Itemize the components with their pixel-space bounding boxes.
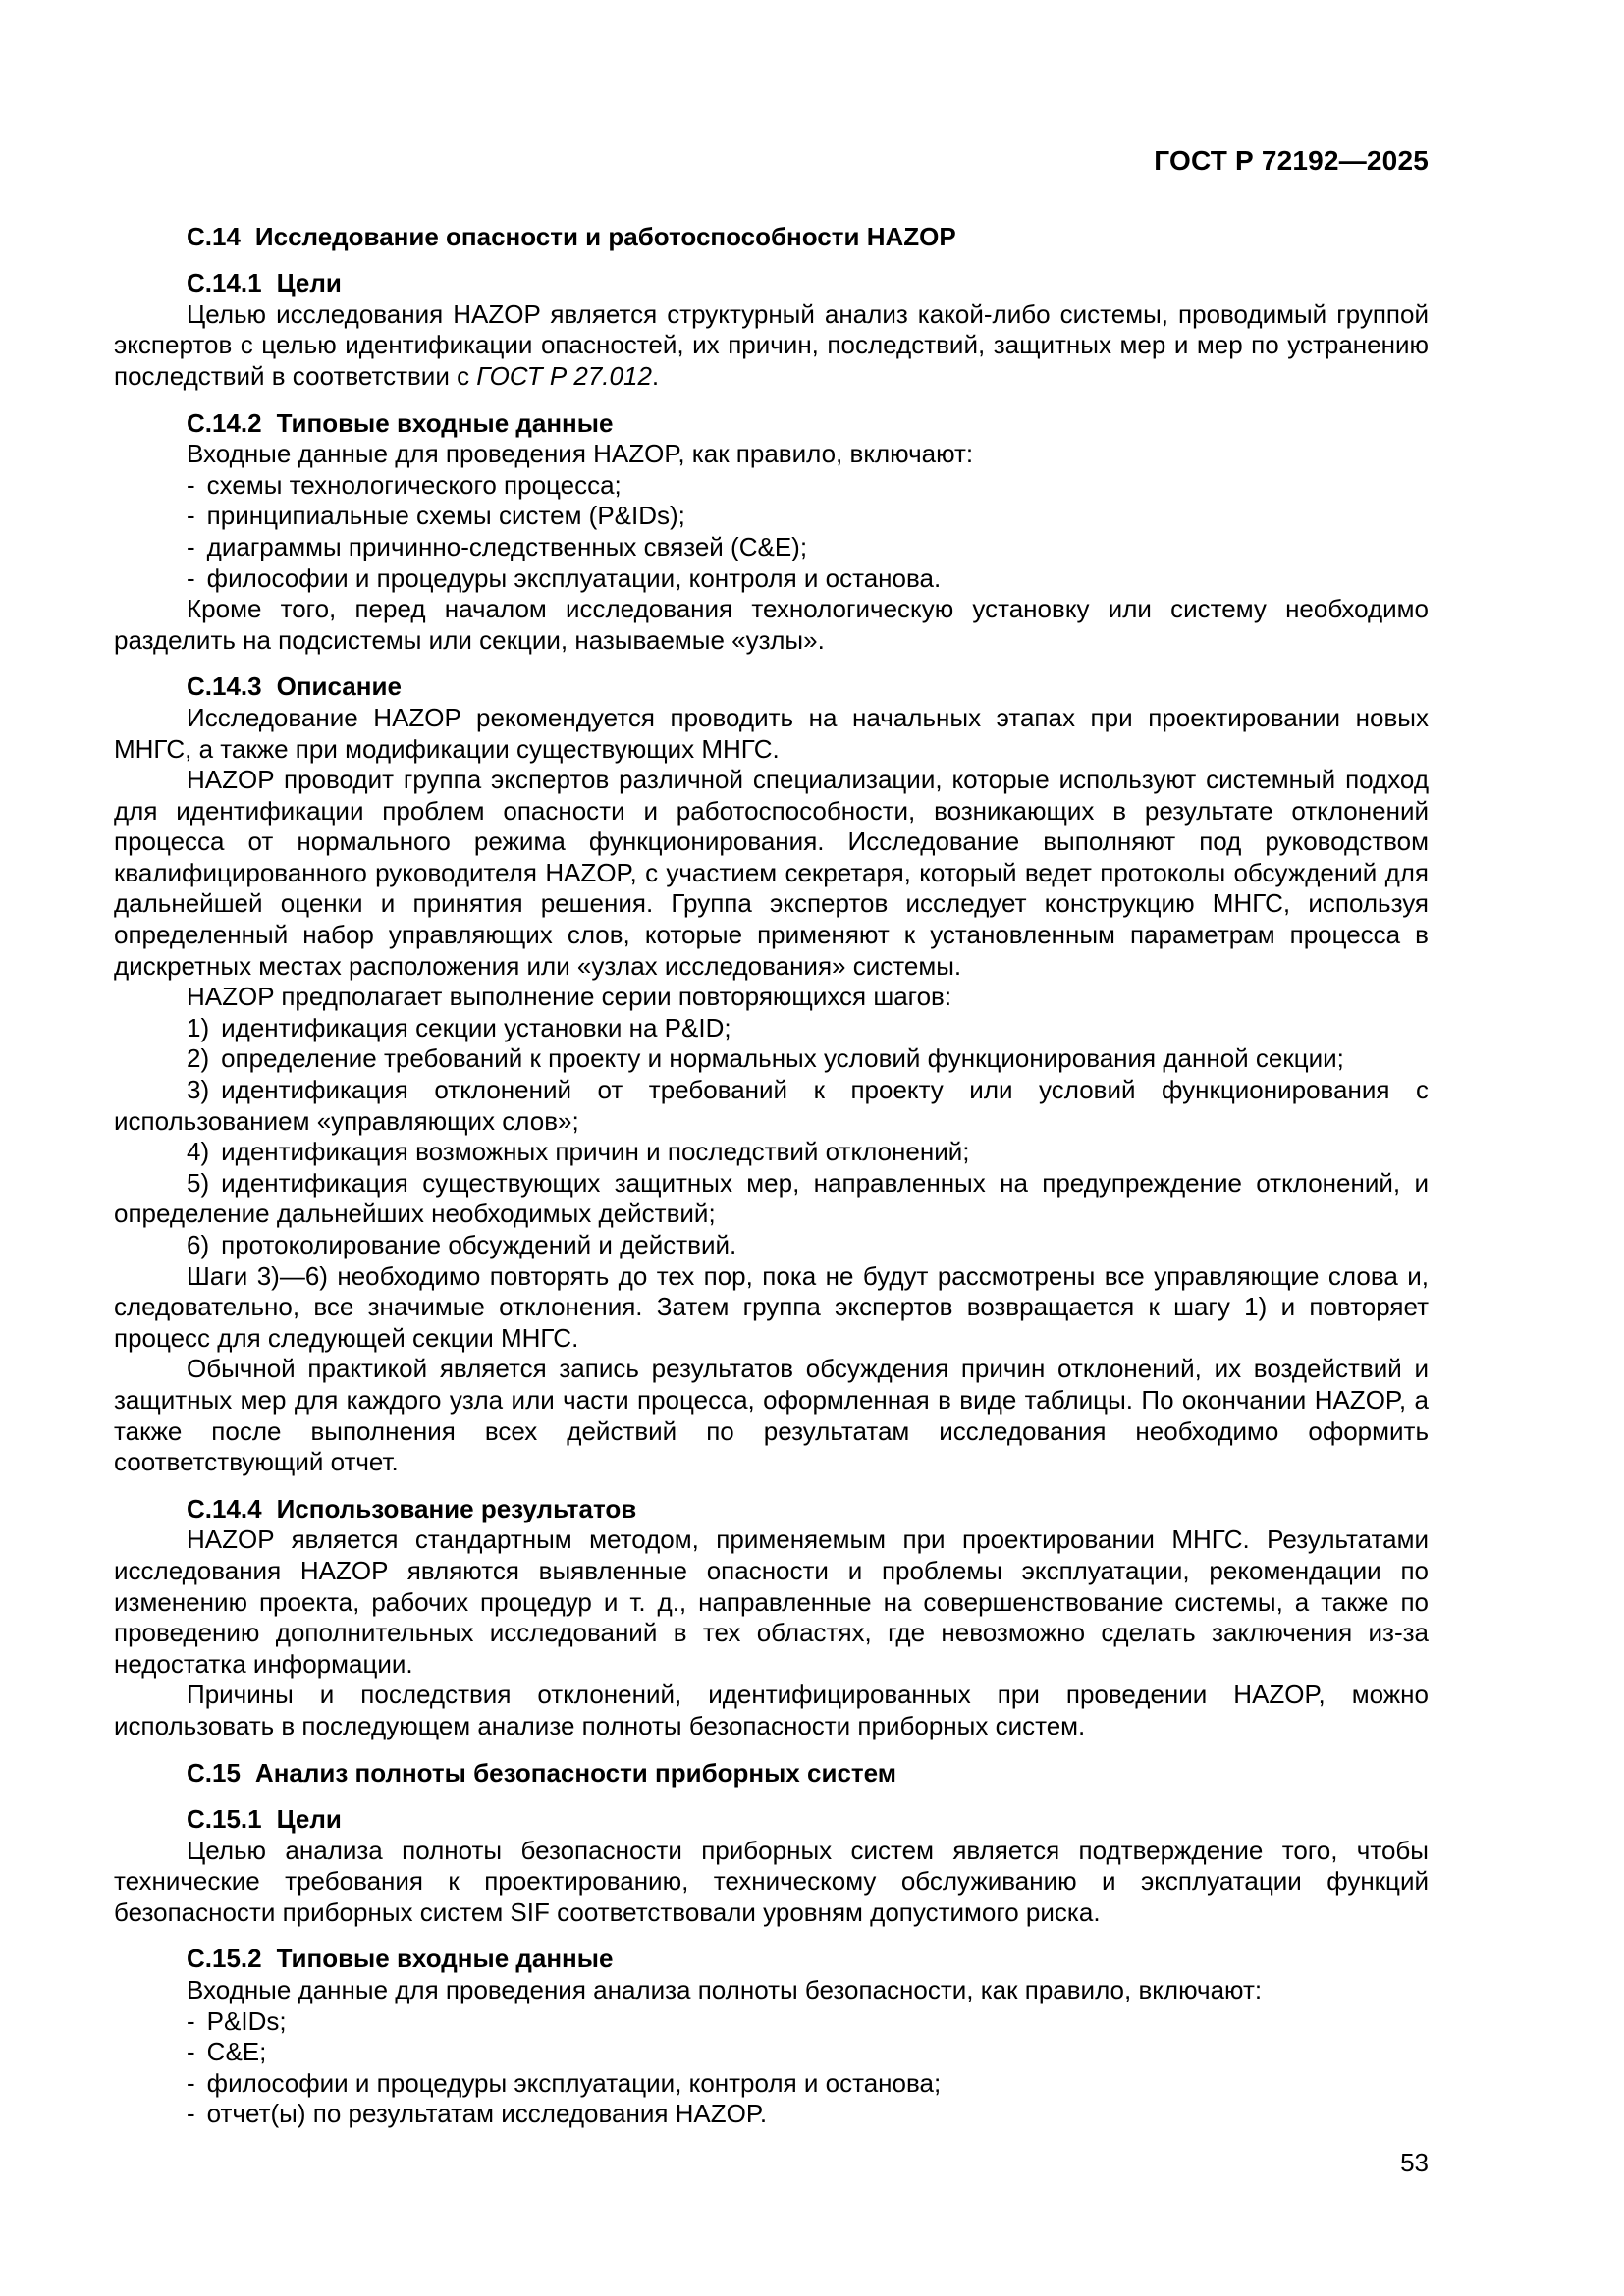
text-run: Исследование HAZOP рекомендуется проводить на начальных этапах при проектировании новых МНГС, а также при модификации существующих МНГС. xyxy=(114,702,1429,764)
text-run: Причины и последствия отклонений, идентифицированных при проведении HAZOP, можно использовать в последующем анализе полноты безопасности приборных систем. xyxy=(114,1680,1429,1740)
text-run: HAZOP предполагает выполнение серии повторяющихся шагов: xyxy=(187,982,952,1012)
heading-title: Цели xyxy=(276,268,342,298)
heading-number: С.14.1 xyxy=(187,268,262,298)
list-item xyxy=(114,2006,1429,2038)
heading-title: Типовые входные данные xyxy=(276,407,614,438)
list-marker: - xyxy=(187,501,195,531)
text-run: принципиальные схемы систем (P&IDs); xyxy=(206,501,685,531)
subsection-heading xyxy=(114,1804,1429,1836)
paragraph xyxy=(114,439,1429,470)
list-item xyxy=(114,470,1429,502)
text-run: философии и процедуры эксплуатации, контроля и останова. xyxy=(206,562,942,593)
running-header: ГОСТ Р 72192—2025 xyxy=(1154,145,1429,176)
subsection-heading xyxy=(114,1944,1429,1975)
text-run: Шаги 3)—6) необходимо повторять до тех пор, пока не будут рассмотрены все управляющие слова и, следовательно, все значимые отклонения. Затем группа экспертов возвращается к шагу 1) и повторяет процесс для следующей секции МНГС. xyxy=(114,1260,1429,1353)
paragraph xyxy=(114,982,1429,1013)
paragraph xyxy=(114,1975,1429,2006)
text-run: определение требований к проекту и нормальных условий функционирования данной секции; xyxy=(221,1043,1344,1074)
paragraph xyxy=(114,594,1429,656)
section-heading xyxy=(114,1758,1429,1789)
heading-title: Цели xyxy=(276,1804,342,1835)
list-item xyxy=(114,1013,1429,1044)
text-run: . xyxy=(651,360,660,391)
document-body xyxy=(114,222,1429,2130)
text-run: отчет(ы) по результатам исследования HAZOP. xyxy=(206,2099,768,2129)
list-item xyxy=(114,1043,1429,1075)
heading-title: Описание xyxy=(276,671,402,702)
list-marker: - xyxy=(187,2067,195,2098)
list-item xyxy=(114,1168,1429,1230)
list-marker: 1) xyxy=(187,1012,210,1042)
text-run: Кроме того, перед началом исследования технологическую установку или систему необходимо разделить на подсистемы или секции, называемые «узлы». xyxy=(114,594,1429,655)
list-marker: 6) xyxy=(187,1230,210,1259)
text-run: P&IDs; xyxy=(206,2005,287,2036)
heading-number: С.15.2 xyxy=(187,1944,262,1974)
list-marker: 5) xyxy=(187,1167,210,1198)
text-run: протоколирование обсуждений и действий. xyxy=(221,1230,737,1259)
heading-number: С.15 xyxy=(187,1757,241,1788)
list-item xyxy=(114,2068,1429,2100)
list-item xyxy=(114,532,1429,563)
subsection-heading xyxy=(114,268,1429,299)
subsection-heading xyxy=(114,671,1429,703)
paragraph xyxy=(114,765,1429,982)
text-run: Целью исследования HAZOP является структурный анализ какой-либо системы, проводимый группой экспертов с целью идентификации опасностей, их причин, последствий, защитных мер и мер по устранению последствий в соответствии с xyxy=(114,298,1429,391)
section-heading xyxy=(114,222,1429,253)
subsection-heading xyxy=(114,1494,1429,1525)
text-run: HAZOP является стандартным методом, применяемым при проектировании МНГС. Результатами исследования HAZOP являются выявленные опасности и проблемы эксплуатации, рекомендации по изменению проекта, рабочих процедур и т. д., направленные на совершенствование системы, а также по проведению дополнительных исследований в тех областях, где невозможно сделать заключения из-за недостатка информации. xyxy=(114,1524,1429,1679)
heading-number: С.14.4 xyxy=(187,1493,262,1523)
paragraph xyxy=(114,1524,1429,1680)
heading-title: Типовые входные данные xyxy=(276,1944,614,1974)
heading-title: Анализ полноты безопасности приборных систем xyxy=(254,1757,896,1788)
italic-reference: ГОСТ Р 27.012 xyxy=(476,360,652,391)
heading-number: С.14.3 xyxy=(187,671,262,702)
text-run: Входные данные для проведения HAZOP, как правило, включают: xyxy=(187,439,974,469)
list-marker: - xyxy=(187,2005,195,2036)
text-run: схемы технологического процесса; xyxy=(206,469,622,500)
subsection-heading xyxy=(114,408,1429,440)
list-item xyxy=(114,563,1429,595)
text-run: идентификация возможных причин и последствий отклонений; xyxy=(221,1137,970,1167)
paragraph xyxy=(114,1261,1429,1355)
list-marker: 2) xyxy=(187,1043,210,1074)
text-run: философии и процедуры эксплуатации, контроля и останова; xyxy=(206,2067,942,2098)
heading-number: С.14.2 xyxy=(187,407,262,438)
list-marker: - xyxy=(187,531,195,561)
heading-title: Исследование опасности и работоспособности HAZOP xyxy=(254,221,956,251)
heading-title: Использование результатов xyxy=(276,1493,637,1523)
list-item xyxy=(114,2099,1429,2130)
page-number: 53 xyxy=(1400,2148,1429,2178)
list-marker: - xyxy=(187,562,195,593)
list-marker: 4) xyxy=(187,1137,210,1167)
text-run: идентификация секции установки на P&ID; xyxy=(221,1012,731,1042)
text-run: Целью анализа полноты безопасности приборных систем является подтверждение того, чтобы технические требования к проектированию, техническому обслуживанию и эксплуатации функций безопасности приборных систем SIF соответствовали уровням допустимого риска. xyxy=(114,1835,1429,1927)
paragraph xyxy=(114,1354,1429,1477)
text-run: идентификация существующих защитных мер, направленных на предупреждение отклонений, и определение дальнейших необходимых действий; xyxy=(114,1167,1429,1229)
list-item xyxy=(114,1230,1429,1261)
text-run: HAZOP проводит группа экспертов различной специализации, которые используют системный подход для идентификации проблем опасности и работоспособности, возникающих в результате отклонений процесса от нормального режима функционирования. Исследование выполняют под руководством квалифицированного руководителя HAZOP, с участием секретаря, который ведет протоколы обсуждений для дальнейшей оценки и принятия решения. Группа экспертов исследует конструкцию МНГС, используя определенный набор управляющих слов, которые применяют к установленным параметрам процесса в дискретных местах расположения или «узлах исследования» системы. xyxy=(114,765,1429,981)
heading-number: С.14 xyxy=(187,221,241,251)
list-marker: 3) xyxy=(187,1075,210,1105)
list-marker: - xyxy=(187,2099,195,2129)
text-run: Обычной практикой является запись результатов обсуждения причин отклонений, их воздействий и защитных мер для каждого узла или части процесса, оформленная в виде таблицы. По окончании HAZOP, а также после выполнения всех действий по результатам исследования необходимо оформить соответствующий отчет. xyxy=(114,1354,1429,1477)
paragraph xyxy=(114,1680,1429,1741)
heading-number: С.15.1 xyxy=(187,1804,262,1835)
paragraph xyxy=(114,299,1429,393)
list-item xyxy=(114,1137,1429,1168)
paragraph xyxy=(114,1836,1429,1929)
paragraph xyxy=(114,703,1429,765)
text-run: идентификация отклонений от требований к проекту или условий функционирования с использованием «управляющих слов»; xyxy=(114,1075,1429,1136)
list-marker: - xyxy=(187,469,195,500)
list-item xyxy=(114,2037,1429,2068)
text-run: диаграммы причинно-следственных связей (C&E); xyxy=(206,531,808,561)
text-run: Входные данные для проведения анализа полноты безопасности, как правило, включают: xyxy=(187,1975,1263,2005)
list-marker: - xyxy=(187,2037,195,2067)
list-item xyxy=(114,1075,1429,1137)
list-item xyxy=(114,501,1429,532)
text-run: C&E; xyxy=(206,2037,267,2067)
